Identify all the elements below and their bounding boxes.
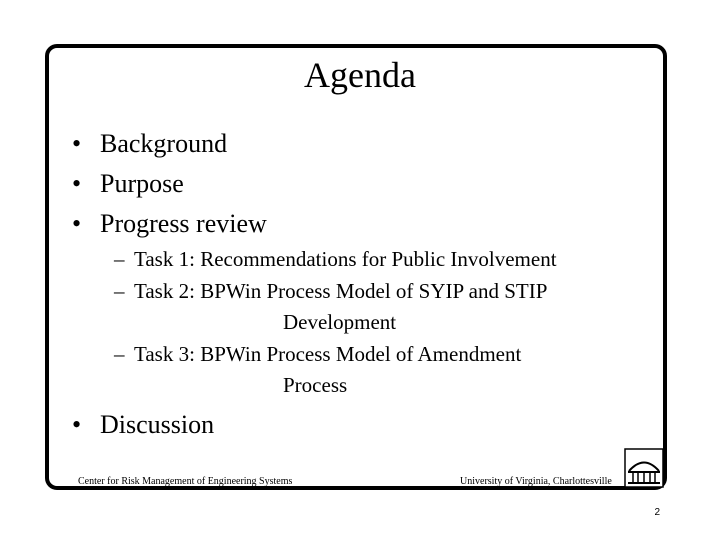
sub-bullet-continuation: Process [283,373,348,397]
sub-bullet-dash: – [114,278,125,303]
bullet-dot: • [72,129,82,158]
bullet-text: Discussion [100,410,215,439]
page-number: 2 [654,507,660,518]
sub-bullet-list [114,244,557,402]
bullet-dot: • [72,410,82,439]
sub-bullet-text: Task 1: Recommendations for Public Involvement [134,247,557,271]
bullet-list [72,124,267,244]
bullet-item [72,204,267,244]
sub-bullet-dash: – [114,341,125,366]
sub-bullet-text: Task 3: BPWin Process Model of Amendment [134,341,522,366]
sub-bullet-item [114,244,557,276]
bullet-item [72,124,267,164]
sub-bullet-item [114,276,557,339]
bullet-dot: • [72,169,82,198]
sub-bullet-item [114,339,557,402]
slide-title: Agenda [304,55,416,95]
bullet-text: Purpose [100,169,184,198]
sub-bullet-dash: – [114,247,125,271]
sub-bullet-text: Task 2: BPWin Process Model of SYIP and STIP [134,278,548,303]
bullet-item [72,164,267,204]
rotunda-icon [624,448,664,488]
bullet-text: Background [100,129,228,158]
footer-left-text: Center for Risk Management of Engineering Systems [78,476,293,487]
bullet-item-discussion [72,405,214,445]
bullet-dot: • [72,209,82,238]
footer-right-text: University of Virginia, Charlottesville [460,476,612,487]
sub-bullet-continuation: Development [283,310,397,334]
bullet-text: Progress review [100,209,267,238]
